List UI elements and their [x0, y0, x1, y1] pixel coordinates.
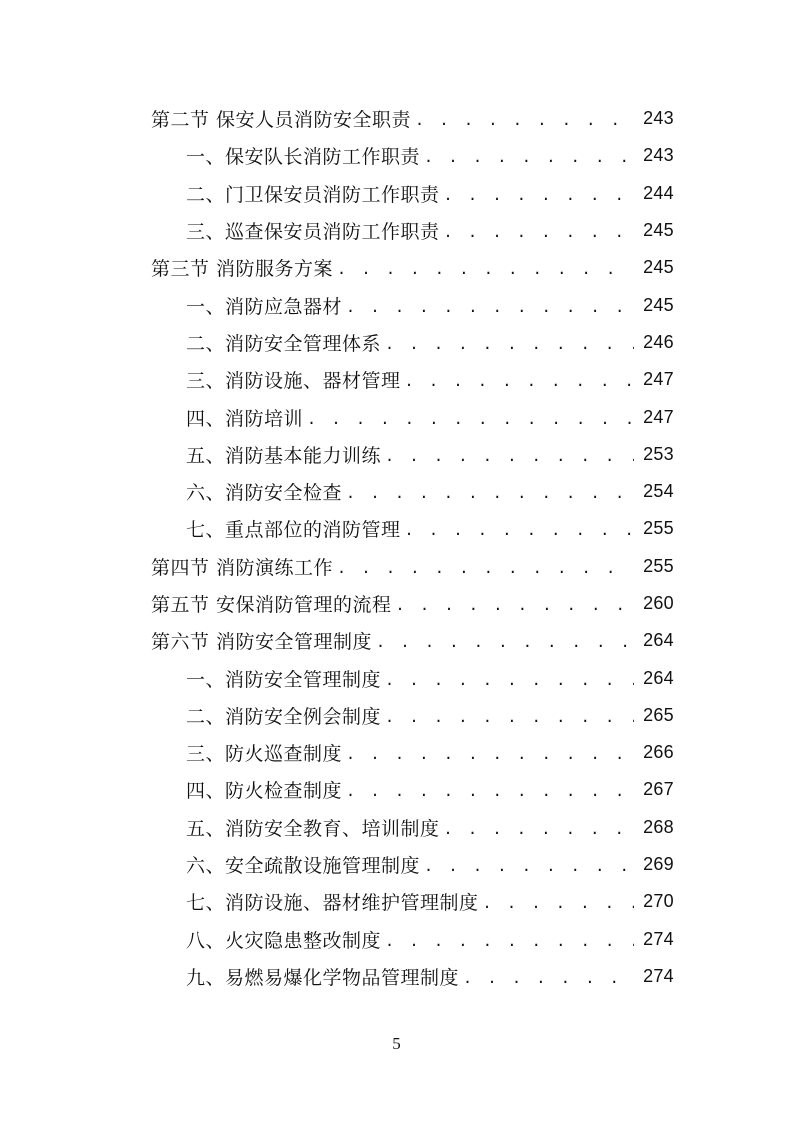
toc-dot-leader [381, 673, 634, 688]
toc-entry-title: 四、防火检查制度 [186, 780, 343, 803]
toc-entry-page-number: 247 [643, 406, 674, 427]
toc-subsection-entry[interactable] [0, 510, 793, 547]
toc-dot-leader [381, 710, 634, 725]
toc-dot-leader [411, 113, 634, 128]
toc-entry-title: 七、消防设施、器材维护管理制度 [186, 892, 479, 915]
toc-entry-page-number: 266 [643, 742, 674, 763]
toc-entry-title: 四、消防培训 [186, 407, 304, 430]
toc-entry-page-number: 270 [643, 891, 674, 912]
toc-entry-title: 三、消防设施、器材管理 [186, 370, 401, 393]
toc-dot-leader [420, 150, 634, 165]
toc-dot-leader [440, 822, 634, 837]
toc-subsection-entry[interactable] [0, 175, 793, 212]
toc-subsection-entry[interactable] [0, 473, 793, 510]
toc-section-entry[interactable] [0, 622, 793, 659]
toc-entry-page-number: 247 [643, 369, 674, 390]
toc-subsection-entry[interactable] [0, 809, 793, 846]
toc-subsection-entry[interactable] [0, 324, 793, 361]
toc-section-entry[interactable] [0, 548, 793, 585]
toc-entry-page-number: 243 [643, 108, 674, 129]
toc-entry-title: 二、门卫保安员消防工作职责 [186, 183, 440, 206]
toc-dot-leader [342, 300, 634, 315]
toc-entry-title: 三、巡查保安员消防工作职责 [186, 221, 440, 244]
toc-dot-leader [392, 598, 634, 613]
toc-entry-page-number: 267 [643, 779, 674, 800]
toc-entry-page-number: 265 [643, 704, 674, 725]
toc-entry-title: 五、消防安全教育、培训制度 [186, 817, 440, 840]
toc-section-entry[interactable] [0, 100, 793, 137]
toc-entry-title: 三、防火巡查制度 [186, 743, 343, 766]
toc-entry-page-number: 245 [643, 220, 674, 241]
toc-dot-leader [333, 561, 634, 576]
toc-entry-page-number: 274 [643, 928, 674, 949]
toc-entry-title: 七、重点部位的消防管理 [186, 519, 401, 542]
toc-subsection-entry[interactable] [0, 958, 793, 995]
toc-dot-leader [440, 225, 634, 240]
toc-entry-page-number: 269 [643, 854, 674, 875]
toc-subsection-entry[interactable] [0, 212, 793, 249]
toc-subsection-entry[interactable] [0, 286, 793, 323]
toc-entry-page-number: 253 [643, 443, 674, 464]
toc-dot-leader [381, 449, 634, 464]
toc-entry-title: 第五节 安保消防管理的流程 [151, 594, 392, 616]
toc-entry-page-number: 268 [643, 816, 674, 837]
toc-dot-leader [342, 784, 634, 799]
toc-subsection-entry[interactable] [0, 697, 793, 734]
page-number: 5 [392, 1034, 401, 1053]
toc-entry-page-number: 274 [643, 965, 674, 986]
toc-subsection-entry[interactable] [0, 846, 793, 883]
toc-entry-title: 第四节 消防演练工作 [151, 556, 334, 579]
toc-section-entry[interactable] [0, 249, 793, 286]
toc-dot-leader [303, 412, 634, 427]
toc-dot-leader [381, 934, 634, 949]
toc-entry-title: 五、消防基本能力训练 [186, 444, 382, 467]
toc-dot-leader [342, 486, 634, 501]
toc-subsection-entry[interactable] [0, 398, 793, 435]
toc-entry-page-number: 245 [643, 294, 674, 315]
toc-entry-title: 六、安全疏散设施管理制度 [186, 855, 421, 878]
toc-entry-page-number: 255 [643, 518, 674, 539]
toc-entry-title: 二、消防安全管理体系 [186, 332, 382, 355]
toc-entry-page-number: 264 [643, 667, 674, 688]
toc-entry-page-number: 264 [643, 630, 674, 651]
toc-dot-leader [420, 859, 634, 874]
toc-dot-leader [479, 896, 634, 911]
toc-subsection-entry[interactable] [0, 659, 793, 696]
toc-subsection-entry[interactable] [0, 921, 793, 958]
toc-dot-leader [381, 337, 634, 352]
toc-entry-page-number: 255 [643, 555, 674, 576]
toc-entry-title: 一、消防安全管理制度 [186, 668, 382, 691]
toc-subsection-entry[interactable] [0, 137, 793, 174]
toc-dot-leader [459, 971, 634, 986]
toc-dot-leader [372, 635, 634, 650]
toc-dot-leader [440, 188, 634, 203]
toc-subsection-entry[interactable] [0, 883, 793, 920]
toc-dot-leader [333, 262, 634, 277]
toc-entry-title: 九、易燃易爆化学物品管理制度 [186, 966, 460, 989]
toc-entry-title: 六、消防安全检查 [186, 482, 343, 505]
toc-subsection-entry[interactable] [0, 436, 793, 473]
toc-entry-page-number: 245 [643, 257, 674, 278]
toc-entry-page-number: 260 [643, 593, 674, 613]
toc-entry-title: 一、保安队长消防工作职责 [186, 146, 421, 169]
toc-entry-title: 二、消防安全例会制度 [186, 705, 382, 728]
toc-entry-page-number: 246 [643, 331, 674, 352]
toc-entry-page-number: 244 [643, 182, 674, 203]
toc-dot-leader [401, 374, 634, 389]
toc-dot-leader [342, 747, 634, 762]
table-of-contents [0, 100, 793, 995]
toc-entry-page-number: 243 [643, 145, 674, 166]
toc-entry-title: 第六节 消防安全管理制度 [151, 631, 373, 654]
toc-section-entry[interactable] [0, 585, 793, 622]
toc-dot-leader [401, 523, 634, 538]
toc-subsection-entry[interactable] [0, 771, 793, 808]
toc-entry-title: 一、消防应急器材 [186, 295, 343, 318]
toc-entry-page-number: 254 [643, 481, 674, 502]
toc-subsection-entry[interactable] [0, 734, 793, 771]
toc-entry-title: 第三节 消防服务方案 [151, 258, 334, 281]
toc-entry-title: 第二节 保安人员消防安全职责 [151, 109, 412, 132]
toc-subsection-entry[interactable] [0, 361, 793, 398]
toc-entry-title: 八、火灾隐患整改制度 [186, 929, 382, 952]
